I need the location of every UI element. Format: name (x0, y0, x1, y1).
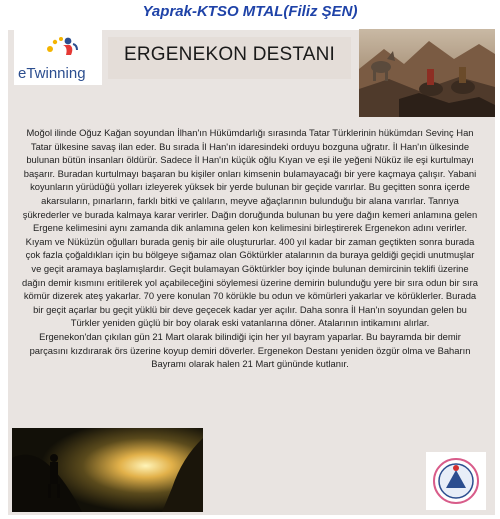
etwinning-figure-icon (44, 35, 80, 57)
school-emblem (426, 452, 486, 510)
page-caption: Yaprak-KTSO MTAL(Filiz ŞEN) (142, 3, 358, 20)
etwinning-logo (14, 29, 102, 85)
story-text (22, 126, 478, 371)
story-paragraph-1: Moğol ilinde Oğuz Kağan soyundan İlhan'ın Hükümdarlığı sırasında Tatar Türklerinin hükümdarı Sevinç Han Tatar ülkesine savaş ilan eder. Bu sırada İl Han'ın idaresindeki orduyu bozguna uğratır. İl Han'ın ülkesinde bulunan bütün insanları öldürür. Sadece İl Han'ın küçük oğlu Kıyan ve eşi ile yeğeni Nüküz ile eşi kurtulmayı başarır. Buradan kurtulmayı başaran bu kişiler onları kimsenin bulamayacağı bir yere kaçmaya çalışır. Yabani koyunların yürüdüğü yolları izleyerek yüksek bir yerde bulunan bir geçide varırlar. Bu geçitten sonra içerde akarsuların, pınarların, farklı bitki ve çalıların, meyve ağaçlarının bulunduğu bir alana varırlar. Tanrıya şükrederler ve burada kalmaya karar verirler. Dağın doruğunda bulunan bu yere dağın kemeri anlamına gelen Ergene kelimesini aynı zamanda dik anlamına gelen kon kelimesini birleştirerek Ergenekon adını verirler. Kıyam ve Nüküzün oğulları burada geniş bir aile oluştururlar. 400 yıl kadar bir zaman geçtikten sonra burada çok fazla çoğaldıkları için bu bölgeye sığamaz olan Göktürkler atalarının da buraya geldiği geçidi unutmuşlar ve geçit aramaya başlamışlardır. Geçit bulamayan Göktürkler boy içinde bulunan demircinin teklifi üzerine dağın demir kısmını eritilerek yol açabileceğini söylemesi üzerine demirin bulunduğu yere bir sıra odun bir sıra kömür dizerek ateş yakarlar. 70 yere konulan 70 körükle bu odun ve kömürleri yakarlar ve körüklerler. Burada bir geçit açarlar bu geçit yüklü bir deve geçecek kadar yer açılır. Daha sonra İl Han'ın soyundan gelen bu Türkler yeniden güçlü bir boy olarak eski vatanlarına döner. Atalarının intikamını alırlar. (22, 127, 478, 329)
epic-painting-image (359, 29, 495, 117)
story-paragraph-2: Ergenekon'dan çıkılan gün 21 Mart olarak bilindiği için her yıl bayram yaparlar. Bu bayramda bir demir parçasını kızdırarak örs üzerine koyup demiri döverler. Ergenekon Destanı yeniden özgür olma ve Baharın Bayramı olarak halen 21 Mart gününde kutlanır. (29, 330, 471, 370)
etwinning-logo-text: eTwinning (18, 65, 86, 82)
poster-title: ERGENEKON DESTANI (124, 44, 336, 65)
cave-light-photo (12, 428, 203, 512)
